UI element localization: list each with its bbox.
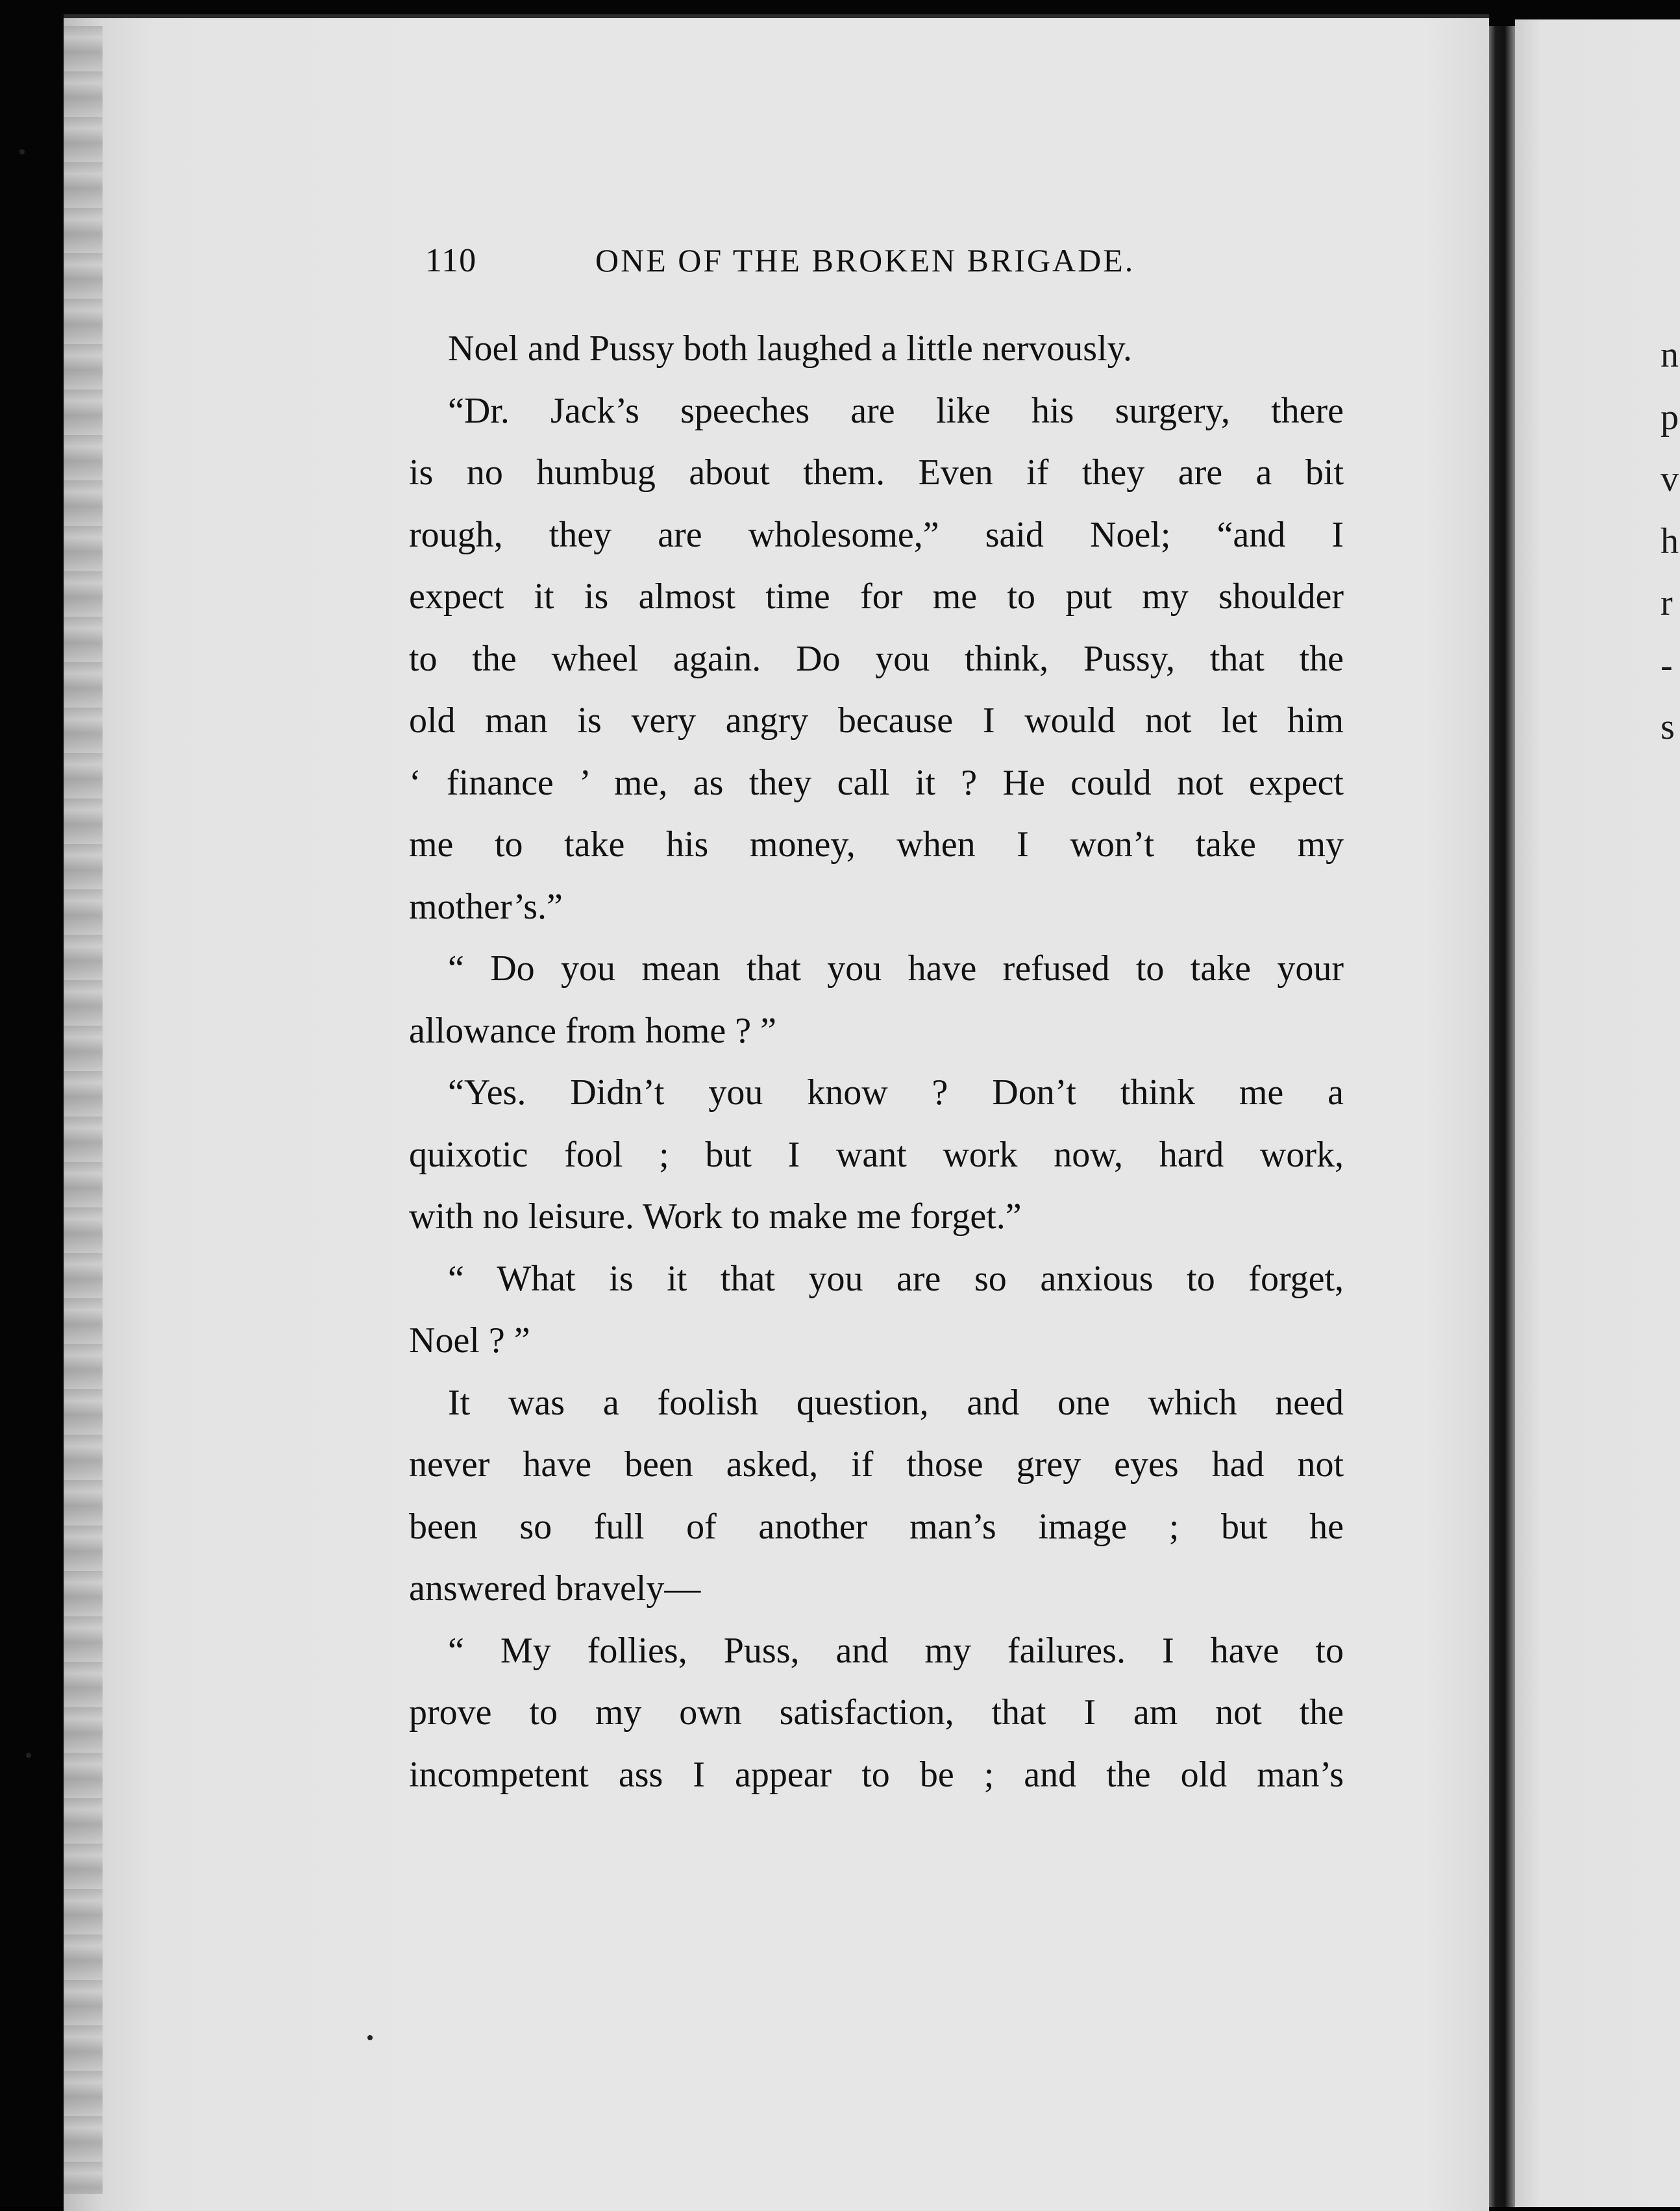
- facing-fragment: -: [1661, 645, 1673, 686]
- right-page: [1515, 19, 1680, 2207]
- speck: [367, 2035, 373, 2040]
- facing-fragment: p: [1661, 397, 1679, 438]
- text-line: Noel ? ”: [409, 1320, 530, 1361]
- text-line: rough, they are wholesome,” said Noel; “and I: [409, 514, 1344, 555]
- text-line: quixotic fool ; but I want work now, hard work,: [409, 1134, 1344, 1175]
- text-line: is no humbug about them. Even if they are a bit: [409, 452, 1344, 493]
- text-line: Noel and Pussy both laughed a little nervously.: [448, 328, 1132, 369]
- facing-page-text-fragments: [1661, 325, 1680, 759]
- text-line: “ What is it that you are so anxious to forget,: [448, 1258, 1344, 1299]
- facing-fragment: r: [1661, 583, 1673, 623]
- text-line: “Dr. Jack’s speeches are like his surgery, there: [448, 390, 1344, 431]
- text-line: It was a foolish question, and one which need: [448, 1382, 1344, 1423]
- facing-fragment: h: [1661, 521, 1679, 562]
- body-text: [409, 318, 1344, 1806]
- facing-fragment: n: [1661, 335, 1679, 375]
- facing-fragment: v: [1661, 459, 1679, 499]
- left-page-torn-edge: [64, 26, 103, 2194]
- facing-fragment: s: [1661, 707, 1675, 747]
- book-gutter: [1489, 26, 1515, 2207]
- text-line: prove to my own satisfaction, that I am not the: [409, 1692, 1344, 1733]
- running-header: [425, 241, 1198, 293]
- text-line: allowance from home ? ”: [409, 1010, 776, 1051]
- text-line: mother’s.”: [409, 886, 563, 927]
- page-number: 110: [425, 242, 477, 279]
- text-line: me to take his money, when I won’t take my: [409, 824, 1344, 865]
- text-line: incompetent ass I appear to be ; and the old man’s: [409, 1754, 1344, 1795]
- text-line: expect it is almost time for me to put my shoulder: [409, 576, 1344, 617]
- text-line: been so full of another man’s image ; but he: [409, 1506, 1344, 1547]
- text-line: ‘ finance ’ me, as they call it ? He could not expect: [409, 762, 1344, 803]
- text-line: old man is very angry because I would not let him: [409, 700, 1344, 741]
- text-line: with no leisure. Work to make me forget.”: [409, 1196, 1022, 1237]
- text-line: to the wheel again. Do you think, Pussy, that the: [409, 638, 1344, 679]
- speck: [19, 149, 25, 154]
- speck: [26, 1753, 31, 1758]
- text-line: “Yes. Didn’t you know ? Don’t think me a: [448, 1072, 1344, 1113]
- text-line: answered bravely—: [409, 1568, 701, 1609]
- running-title: ONE OF THE BROKEN BRIGADE.: [595, 242, 1135, 278]
- text-line: “ My follies, Puss, and my failures. I have to: [448, 1630, 1344, 1671]
- text-line: never have been asked, if those grey eyes had not: [409, 1444, 1344, 1485]
- text-line: “ Do you mean that you have refused to take your: [448, 948, 1344, 989]
